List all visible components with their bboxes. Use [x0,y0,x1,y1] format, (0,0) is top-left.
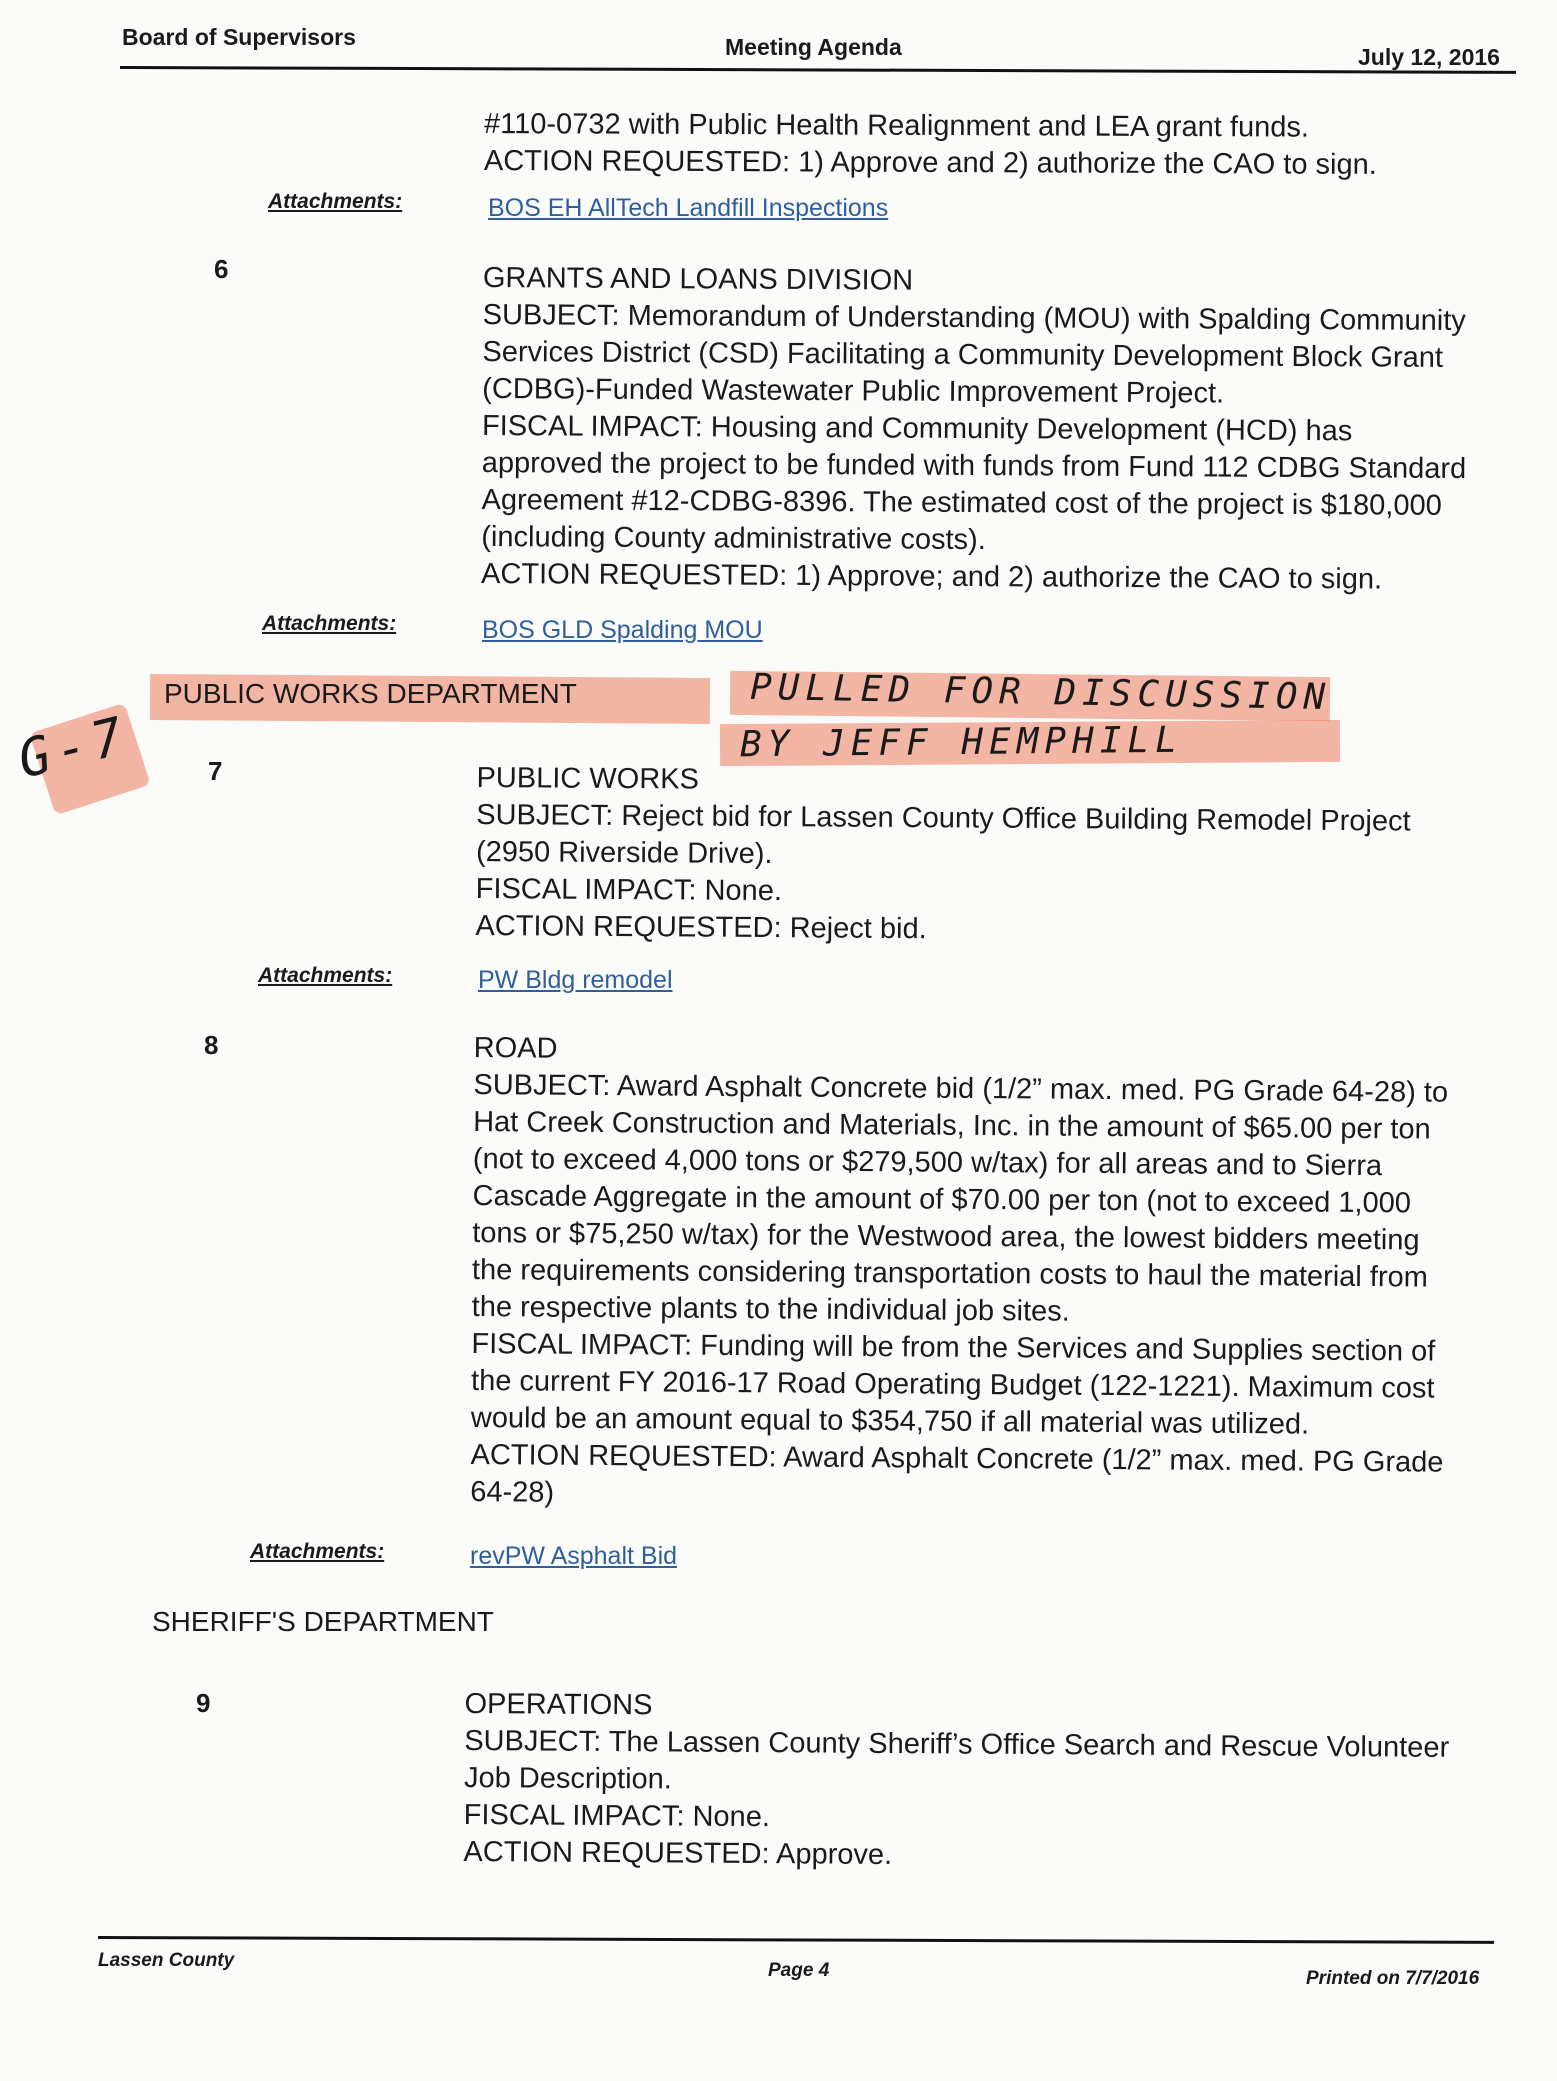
item8-line: Hat Creek Construction and Materials, Inc. in the amount of $65.00 per ton [473,1106,1431,1146]
attachment-link-asphalt-bid[interactable]: revPW Asphalt Bid [470,1542,678,1570]
item8-line: tons or $75,250 w/tax) for the Westwood area, the lowest bidders meeting [472,1217,1420,1257]
item8-line: FISCAL IMPACT: Funding will be from the Services and Supplies section of [471,1327,1436,1368]
footer-county: Lassen County [98,1950,235,1971]
item7-line: PUBLIC WORKS [476,762,700,796]
item-number-9: 9 [196,1688,211,1718]
item8-line: ACTION REQUESTED: Award Asphalt Concrete (1/2” max. med. PG Grade [470,1438,1444,1479]
item9-text [463,1686,1449,1878]
item6-line: ACTION REQUESTED: 1) Approve; and 2) authorize the CAO to sign. [481,557,1383,596]
item7-line: ACTION REQUESTED: Reject bid. [475,909,927,946]
footer-page-number: Page 4 [768,1960,830,1981]
item7-line: (2950 Riverside Drive). [475,836,773,871]
item6-line: (including County administrative costs). [481,520,986,557]
item7-text [475,760,1411,952]
dept-heading-public-works: PUBLIC WORKS DEPARTMENT [164,678,577,709]
dept-heading-sheriff: SHERIFF'S DEPARTMENT [152,1606,494,1637]
attachment-link-alltech[interactable]: BOS EH AllTech Landfill Inspections [488,194,889,222]
item7-line: SUBJECT: Reject bid for Lassen County Office Building Remodel Project [476,799,1411,838]
item6-line: SUBJECT: Memorandum of Understanding (MOU) with Spalding Community [482,299,1466,338]
item9-line: OPERATIONS [464,1688,653,1722]
item-number-8: 8 [204,1030,219,1060]
header-rule [120,66,1516,74]
item8-line: (not to exceed 4,000 tons or $279,500 w/tax) for all areas and to Sierra [472,1143,1383,1183]
item9-line: ACTION REQUESTED: Approve. [463,1835,893,1871]
item9-line: Job Description. [463,1762,673,1796]
item8-line: the respective plants to the individual job sites. [471,1290,1070,1328]
attachments-label: Attachments: [262,612,397,635]
item6-line: FISCAL IMPACT: Housing and Community Development (HCD) has [481,410,1353,448]
item5-line: #110-0732 with Public Health Realignment and LEA grant funds. [484,108,1310,144]
item6-line: Services District (CSD) Facilitating a Community Development Block Grant [482,336,1444,374]
attachments-label: Attachments: [258,964,393,987]
footer-printed-date: Printed on 7/7/2016 [1306,1968,1480,1989]
item-number-7: 7 [208,756,223,786]
item-number-6: 6 [214,254,229,284]
item8-line: Cascade Aggregate in the amount of $70.00 per ton (not to exceed 1,000 [472,1180,1412,1220]
handwritten-margin-note: G-7 [12,705,136,791]
item8-line: the requirements considering transportation costs to haul the material from [471,1254,1428,1294]
attachments-label: Attachments: [250,1540,385,1563]
item6-line: approved the project to be funded with funds from Fund 112 CDBG Standard [481,446,1467,486]
header-date: July 12, 2016 [1358,44,1500,70]
item9-line: SUBJECT: The Lassen County Sheriff’s Office Search and Rescue Volunteer [464,1725,1450,1764]
item5-line: ACTION REQUESTED: 1) Approve and 2) authorize the CAO to sign. [483,144,1377,181]
item8-line: 64-28) [470,1475,555,1509]
item5-continuation [484,106,1377,184]
item6-line: (CDBG)-Funded Wastewater Public Improvement Project. [482,373,1225,410]
header-board-name: Board of Supervisors [122,24,356,50]
handwritten-note-line: PULLED FOR DISCUSSION [749,666,1332,719]
item6-line: GRANTS AND LOANS DIVISION [482,262,914,297]
item8-line: the current FY 2016-17 Road Operating Budget (122-1221). Maximum cost [471,1364,1435,1405]
item8-line: ROAD [473,1032,558,1065]
attachments-label: Attachments: [268,190,403,213]
header-title: Meeting Agenda [725,34,902,60]
item6-text [481,260,1467,599]
footer-rule [98,1936,1494,1944]
item6-line: Agreement #12-CDBG-8396. The estimated cost of the project is $180,000 [481,483,1442,522]
item9-line: FISCAL IMPACT: None. [463,1798,771,1834]
item7-line: FISCAL IMPACT: None. [475,872,783,908]
item8-text [470,1030,1448,1519]
item8-line: would be an amount equal to $354,750 if all material was utilized. [470,1401,1310,1441]
item8-line: SUBJECT: Award Asphalt Concrete bid (1/2” max. med. PG Grade 64-28) to [473,1069,1449,1109]
attachment-link-pw-bldg-remodel[interactable]: PW Bldg remodel [478,966,673,994]
attachment-link-spalding-mou[interactable]: BOS GLD Spalding MOU [482,616,763,644]
handwritten-note-line: BY JEFF HEMPHILL [739,719,1183,766]
